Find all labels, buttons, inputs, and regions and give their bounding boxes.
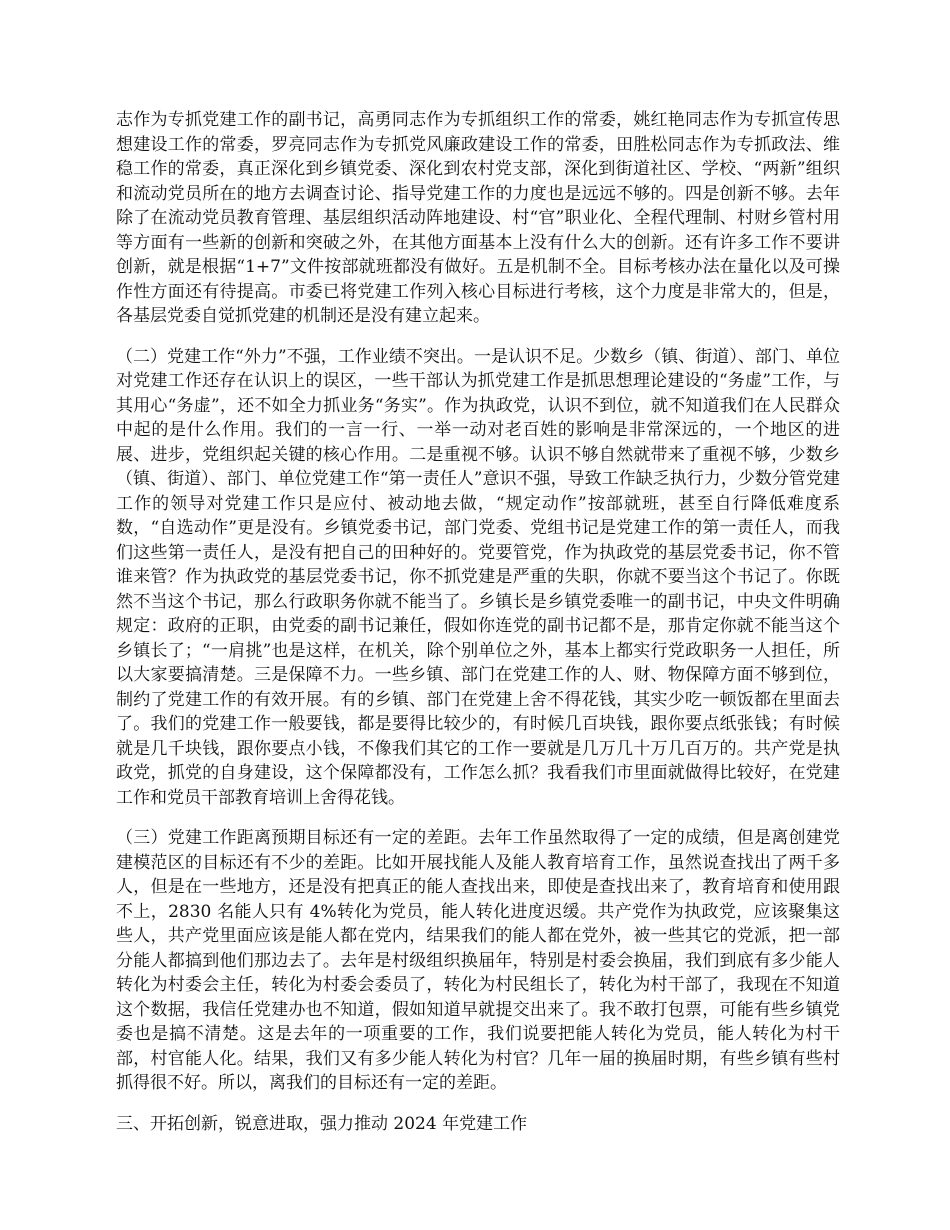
- paragraph-gap: [116, 1096, 840, 1112]
- document-page: [116, 108, 840, 1136]
- paragraph-2: （二）党建工作“外力”不强，工作业绩不突出。一是认识不足。少数乡（镇、街道）、部门、单位对党建工作还存在认识上的误区，一些干部认为抓党建工作是抓思想理论建设的“务虚”工作，与其用心“务虚”，还不如全力抓业务“务实”。作为执政党，认识不到位，就不知道我们在人民群众中起的是什么作用。我们的一言一行、一举一动对老百姓的影响是非常深远的，一个地区的进展、进步，党组织起关键的核心作用。二是重视不够。认识不够自然就带来了重视不够，少数乡（镇、街道）、部门、单位党建工作“第一责任人”意识不强，导致工作缺乏执行力，少数分管党建工作的领导对党建工作只是应付、被动地去做，“规定动作”按部就班，甚至自行降低难度系数，“自选动作”更是没有。乡镇党委书记，部门党委、党组书记是党建工作的第一责任人，而我们这些第一责任人，是没有把自己的田种好的。党要管党，作为执政党的基层党委书记，你不管谁来管？作为执政党的基层党委书记，你不抓党建是严重的失职，你就不要当这个书记了。你既然不当这个书记，那么行政职务你就不能当了。乡镇长是乡镇党委唯一的副书记，中央文件明确规定：政府的正职，由党委的副书记兼任，假如你连党的副书记都不是，那肯定你就不能当这个乡镇长了；“一肩挑”也是这样，在机关，除个别单位之外，基本上都实行党政职务一人担任，所以大家要搞清楚。三是保障不力。一些乡镇、部门在党建工作的人、财、物保障方面不够到位，制约了党建工作的有效开展。有的乡镇、部门在党建上舍不得花钱，其实少吃一顿饭都在里面去了。我们的党建工作一般要钱，都是要得比较少的，有时候几百块钱，跟你要点纸张钱；有时候就是几千块钱，跟你要点小钱，不像我们其它的工作一要就是几万几十万几百万的。共产党是执政党，抓党的自身建设，这个保障都没有，工作怎么抓？我看我们市里面就做得比较好，在党建工作和党员干部教育培训上舍得花钱。: [116, 346, 840, 808]
- paragraph-gap: [116, 810, 840, 826]
- paragraph-gap: [116, 329, 840, 345]
- paragraph-3: （三）党建工作距离预期目标还有一定的差距。去年工作虽然取得了一定的成绩，但是离创建党建模范区的目标还有不少的差距。比如开展找能人及能人教育培育工作，虽然说查找出了两千多人，但是在一些地方，还是没有把真正的能人查找出来，即使是查找出来了，教育培育和使用跟不上，2830 名能人只有 4%转化为党员，能人转化进度迟缓。共产党作为执政党，应该聚集这些人，共产党里面应该是能人都在党内，结果我们的能人都在党外，被一些其它的党派，把一部分能人都搞到他们那边去了。去年是村级组织换届年，特别是村委会换届，我们到底有多少能人转化为村委会主任，转化为村委会委员了，转化为村民组长了，转化为村干部了，我现在不知道这个数据，我信任党建办也不知道，假如知道早就提交出来了。我不敢打包票，可能有些乡镇党委也是搞不清楚。这是去年的一项重要的工作，我们说要把能人转化为党员，能人转化为村干部，村官能人化。结果，我们又有多少能人转化为村官？几年一届的换届时期，有些乡镇有些村抓得很不好。所以，离我们的目标还有一定的差距。: [116, 828, 840, 1093]
- paragraph-1: 志作为专抓党建工作的副书记，高勇同志作为专抓组织工作的常委，姚红艳同志作为专抓宣传思想建设工作的常委，罗亮同志作为专抓党风廉政建设工作的常委，田胜松同志作为专抓政法、维稳工作的常委，真正深化到乡镇党委、深化到农村党支部，深化到街道社区、学校、“两新”组织和流动党员所在的地方去调查讨论、指导党建工作的力度也是远远不够的。四是创新不够。去年除了在流动党员教育管理、基层组织活动阵地建设、村“官”职业化、全程代理制、村财乡管村用等方面有一些新的创新和突破之外，在其他方面基本上没有什么大的创新。还有许多工作不要讲创新，就是根据“1+7”文件按部就班都没有做好。五是机制不全。目标考核办法在量化以及可操作性方面还有待提高。市委已将党建工作列入核心目标进行考核，这个力度是非常大的，但是，各基层党委自觉抓党建的机制还是没有建立起来。: [116, 110, 840, 326]
- section-heading: 三、开拓创新，锐意进取，强力推动 2024 年党建工作: [116, 1113, 528, 1134]
